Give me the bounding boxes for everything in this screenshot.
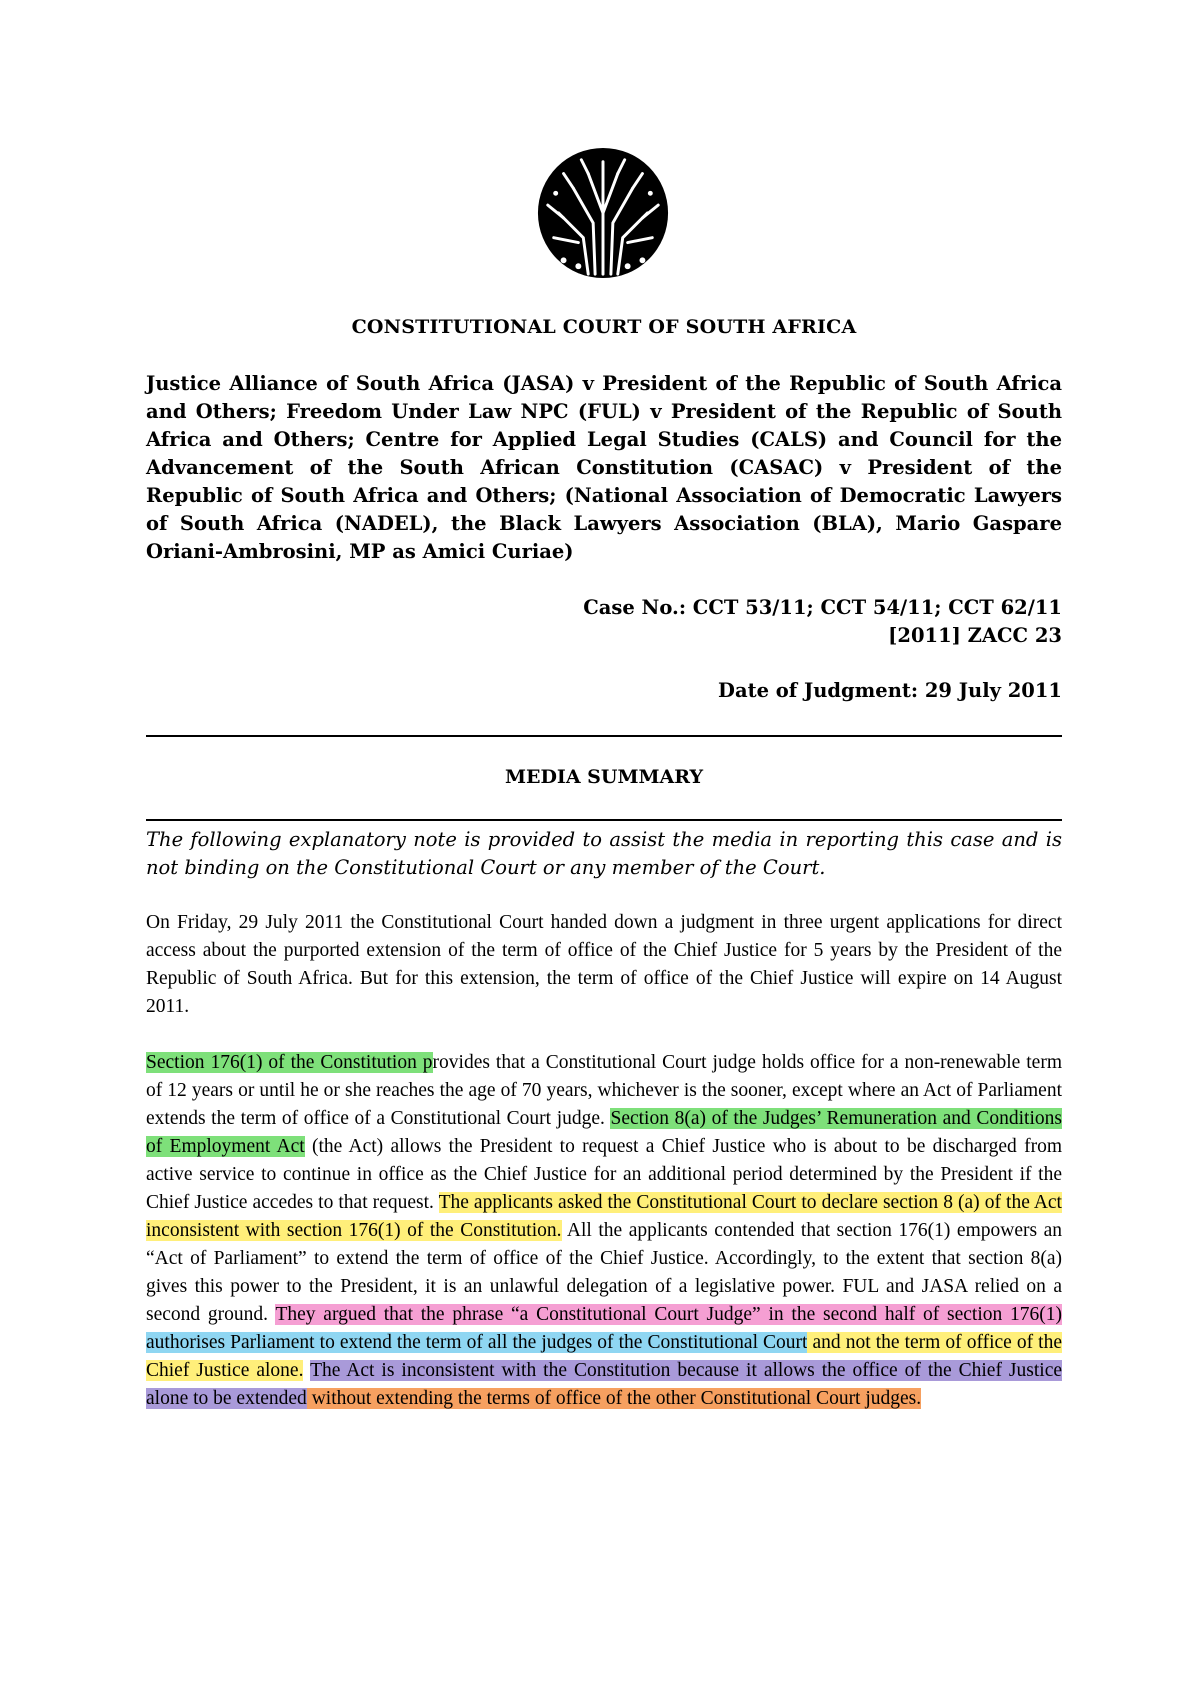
highlight-not-chief-justice-alone: and not the term of office of the Chief Justice alone. xyxy=(146,1332,1062,1381)
case-numbers xyxy=(146,594,1062,650)
paragraph-text: All the applicants contended that section 176(1) empowers an “Act of Parliament” to extend the term of office of the Chief Justice. Accordingly, to the extent that section 8(a) gives this power to the President, it is an unlawful delegation of a legislative power. FUL and JASA relied on a second ground. xyxy=(146,1220,1062,1325)
highlight-other-judges: without extending the terms of office of the other Constitutional Court judges. xyxy=(306,1388,922,1409)
citation: [2011] ZACC 23 xyxy=(888,624,1062,647)
summary-paragraph-1: On Friday, 29 July 2011 the Constitutional Court handed down a judgment in three urgent applications for direct access about the purported extension of the term of office of the Chief Justice for 5 years by the President of the Republic of South Africa. But for this extension, the term of office of the Chief Justice will expire on 14 August 2011. xyxy=(146,912,1062,1017)
summary-paragraph-2 xyxy=(146,1049,1062,1413)
case-title: Justice Alliance of South Africa (JASA) v President of the Republic of South Africa and Others; Freedom Under Law NPC (FUL) v President of the Republic of South Africa and Others; Centre for Applied Legal Studies (CALS) and Council for the Advancement of the South African Constitution (CASAC) v President of the Republic of South Africa and Others; (National Association of Democratic Lawyers of South Africa (NADEL), the Black Lawyers Association (BLA), Mario Gaspare Oriani-Ambrosini, MP as Amici Curiae) xyxy=(146,372,1062,563)
explanatory-note: The following explanatory note is provided to assist the media in reporting this case and is not binding on the Constitutional Court or any member of the Court. xyxy=(146,828,1062,879)
highlight-act-inconsistent: The Act is inconsistent with the Constitution because it allows the office of the Chief Justice alone to be extended xyxy=(146,1360,1062,1409)
media-summary-heading: MEDIA SUMMARY xyxy=(504,766,704,788)
judgment-date: Date of Judgment: 29 July 2011 xyxy=(718,679,1062,702)
highlight-applicants-request: The applicants asked the Constitutional Court to declare section 8 (a) of the Act inconsistent with section 176(1) of the Constitution. xyxy=(146,1192,1062,1241)
highlight-section-176: Section 176(1) of the Constitution p xyxy=(146,1052,433,1073)
constitutional-court-tree-logo xyxy=(534,144,672,282)
paragraph-text: (the Act) allows the President to request a Chief Justice who is about to be discharged from active service to continue in office as the Chief Justice for an additional period determined by the President if the Chief Justice accedes to that request. xyxy=(146,1136,1063,1213)
highlight-argument: They argued that the phrase “a Constitutional Court Judge” in the second half of section 176(1) xyxy=(275,1304,1062,1325)
case-number: Case No.: CCT 53/11; CCT 54/11; CCT 62/11 xyxy=(583,596,1062,619)
highlight-authorises-parliament: authorises Parliament to extend the term of all the judges of the Constitutional Court xyxy=(146,1332,808,1353)
court-name: CONSTITUTIONAL COURT OF SOUTH AFRICA xyxy=(351,316,857,338)
divider-bottom xyxy=(146,819,1062,821)
divider-top xyxy=(146,735,1062,737)
paragraph-text: rovides that a Constitutional Court judge holds office for a non-renewable term of 12 years or until he or she reaches the age of 70 years, whichever is the sooner, except where an Act of Parliament extends the term of office of a Constitutional Court judge. xyxy=(146,1052,1062,1129)
highlight-section-8a: Section 8(a) of the Judges’ Remuneration and Conditions of Employment Act xyxy=(146,1108,1062,1157)
